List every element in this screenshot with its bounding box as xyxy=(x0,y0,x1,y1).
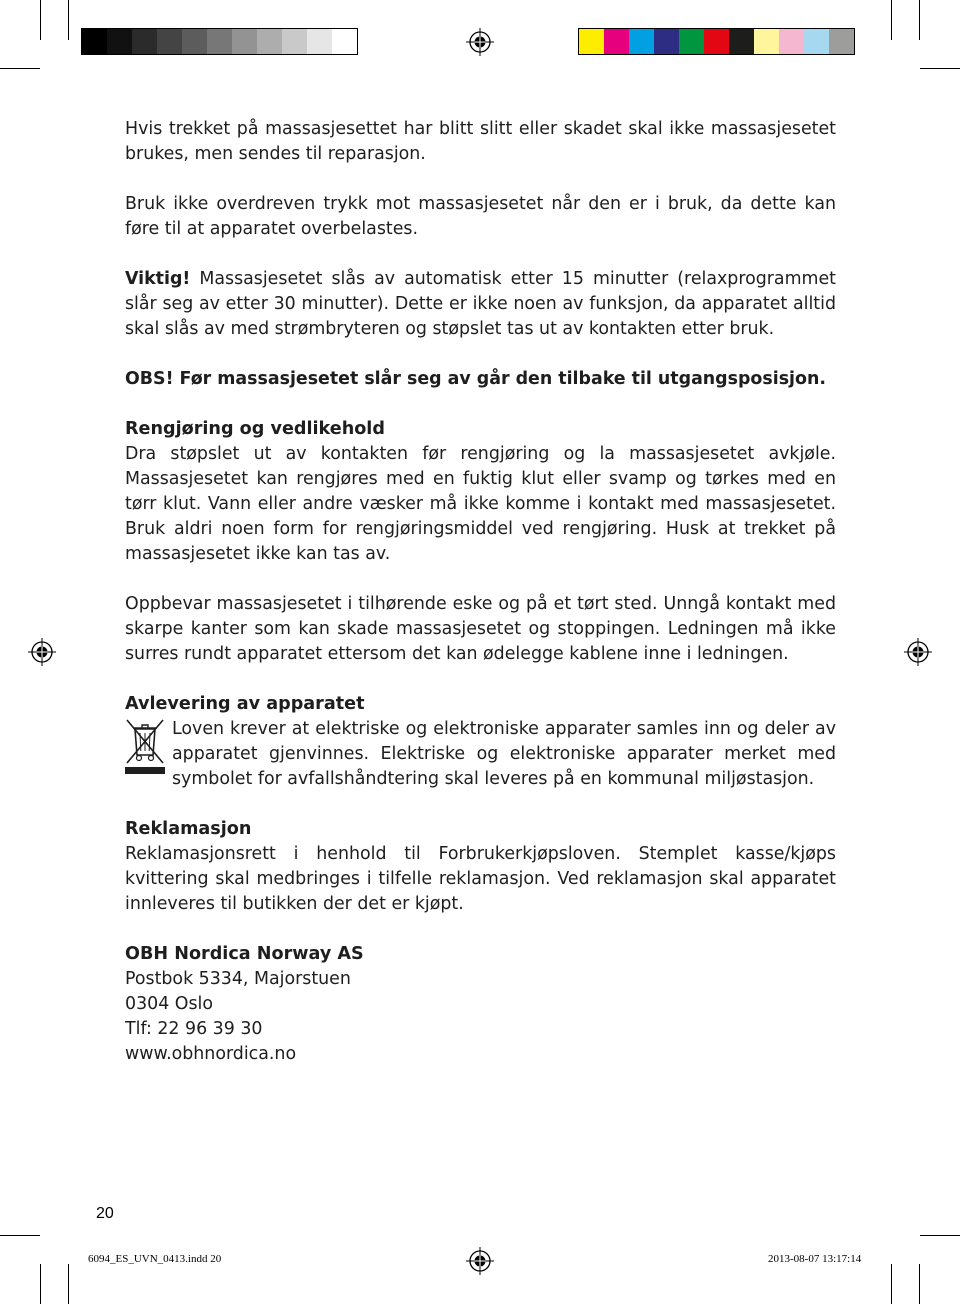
process-color-bar xyxy=(578,28,855,55)
color-swatch xyxy=(704,29,729,54)
color-swatch xyxy=(604,29,629,54)
crop-mark xyxy=(919,1264,920,1304)
disposal-section xyxy=(125,717,836,792)
color-swatch xyxy=(654,29,679,54)
company-name: OBH Nordica Norway AS xyxy=(125,944,364,964)
important-label: Viktig! xyxy=(125,269,191,289)
paragraph-complaints: Reklamasjonsrett i henhold til Forbrukerkjøpsloven. Stemplet kasse/kjøps kvittering skal medbringes i tilfelle reklamasjon. Ved reklamasjon skal apparatet innleveres til butikken der det er kjøpt. xyxy=(125,844,836,914)
address-line-2: 0304 Oslo xyxy=(125,994,214,1014)
page-number: 20 xyxy=(96,1205,114,1222)
color-swatch xyxy=(157,29,182,54)
color-swatch xyxy=(804,29,829,54)
slug-timestamp: 2013-08-07 13:17:14 xyxy=(768,1253,862,1265)
color-swatch xyxy=(257,29,282,54)
crop-mark xyxy=(891,1264,892,1304)
phone-number: Tlf: 22 96 39 30 xyxy=(125,1019,263,1039)
color-swatch xyxy=(107,29,132,54)
color-swatch xyxy=(207,29,232,54)
color-swatch xyxy=(132,29,157,54)
heading-cleaning: Rengjøring og vedlikehold xyxy=(125,419,385,439)
color-swatch xyxy=(579,29,604,54)
address-line-1: Postbok 5334, Majorstuen xyxy=(125,969,351,989)
color-swatch xyxy=(829,29,854,54)
color-swatch xyxy=(282,29,307,54)
website: www.obhnordica.no xyxy=(125,1044,297,1064)
heading-complaints: Reklamasjon xyxy=(125,819,252,839)
crop-mark xyxy=(68,1264,69,1304)
color-swatch xyxy=(307,29,332,54)
heading-disposal: Avlevering av apparatet xyxy=(125,694,365,714)
crop-mark xyxy=(919,0,920,40)
registration-mark-icon xyxy=(28,638,56,666)
grayscale-color-bar xyxy=(81,28,358,55)
paragraph-worn-cover: Hvis trekket på massasjesettet har blitt slitt eller skadet skal ikke massasjesetet brukes, men sendes til reparasjon. xyxy=(125,119,836,164)
crop-mark xyxy=(920,68,960,69)
color-swatch xyxy=(332,29,357,54)
auto-off-text: Massasjesetet slås av automatisk etter 15 minutter (relaxprogrammet slår seg av etter 30 minutter). Dette er ikke noen av funksjon, da apparatet alltid skal slås av med strømbryteren og støpslet tas ut av kontakten etter bruk. xyxy=(125,269,836,339)
crop-mark xyxy=(0,68,40,69)
crop-mark xyxy=(68,0,69,40)
paragraph-auto-off xyxy=(125,267,836,342)
crop-mark xyxy=(891,0,892,40)
color-swatch xyxy=(182,29,207,54)
slug-filename: 6094_ES_UVN_0413.indd 20 xyxy=(88,1253,222,1265)
color-swatch xyxy=(754,29,779,54)
color-swatch xyxy=(232,29,257,54)
paragraph-pressure: Bruk ikke overdreven trykk mot massasjesetet når den er i bruk, da dette kan føre til at apparatet overbelastes. xyxy=(125,194,836,239)
manual-body xyxy=(125,117,836,1067)
crop-mark xyxy=(0,1235,40,1236)
color-swatch xyxy=(729,29,754,54)
registration-mark-icon xyxy=(904,638,932,666)
crop-mark xyxy=(40,1264,41,1304)
crop-mark xyxy=(920,1235,960,1236)
color-swatch xyxy=(629,29,654,54)
paragraph-storage: Oppbevar massasjesetet i tilhørende eske og på et tørt sted. Unngå kontakt med skarpe kanter som kan skade massasjesetet og stoppingen. Ledningen må ikke surres rundt apparatet ettersom det kan ødelegge kablene inne i ledningen. xyxy=(125,594,836,664)
color-swatch xyxy=(679,29,704,54)
registration-mark-icon xyxy=(466,1247,494,1275)
paragraph-cleaning: Dra støpslet ut av kontakten før rengjøring og la massasjesetet avkjøle. Massasjesetet kan rengjøres med en fuktig klut eller svamp og tørkes med en tørr klut. Vann eller andre væsker må ikke komme i kontakt med massasjesetet. Bruk aldri noen form for rengjøringsmiddel ved rengjøring. Husk at trekket på massasjesetet ikke kan tas av. xyxy=(125,444,836,564)
registration-mark-icon xyxy=(466,28,494,56)
note-return-position: OBS! Før massasjesetet slår seg av går den tilbake til utgangsposisjon. xyxy=(125,369,826,389)
color-swatch xyxy=(82,29,107,54)
crop-mark xyxy=(40,0,41,40)
color-swatch xyxy=(779,29,804,54)
paragraph-disposal: Loven krever at elektriske og elektroniske apparater samles inn og deler av apparatet gjenvinnes. Elektriske og elektroniske apparater merket med symbolet for avfallshåndtering skal leveres på en kommunal miljøstasjon. xyxy=(172,719,836,789)
weee-crossed-bin-icon xyxy=(125,717,165,782)
